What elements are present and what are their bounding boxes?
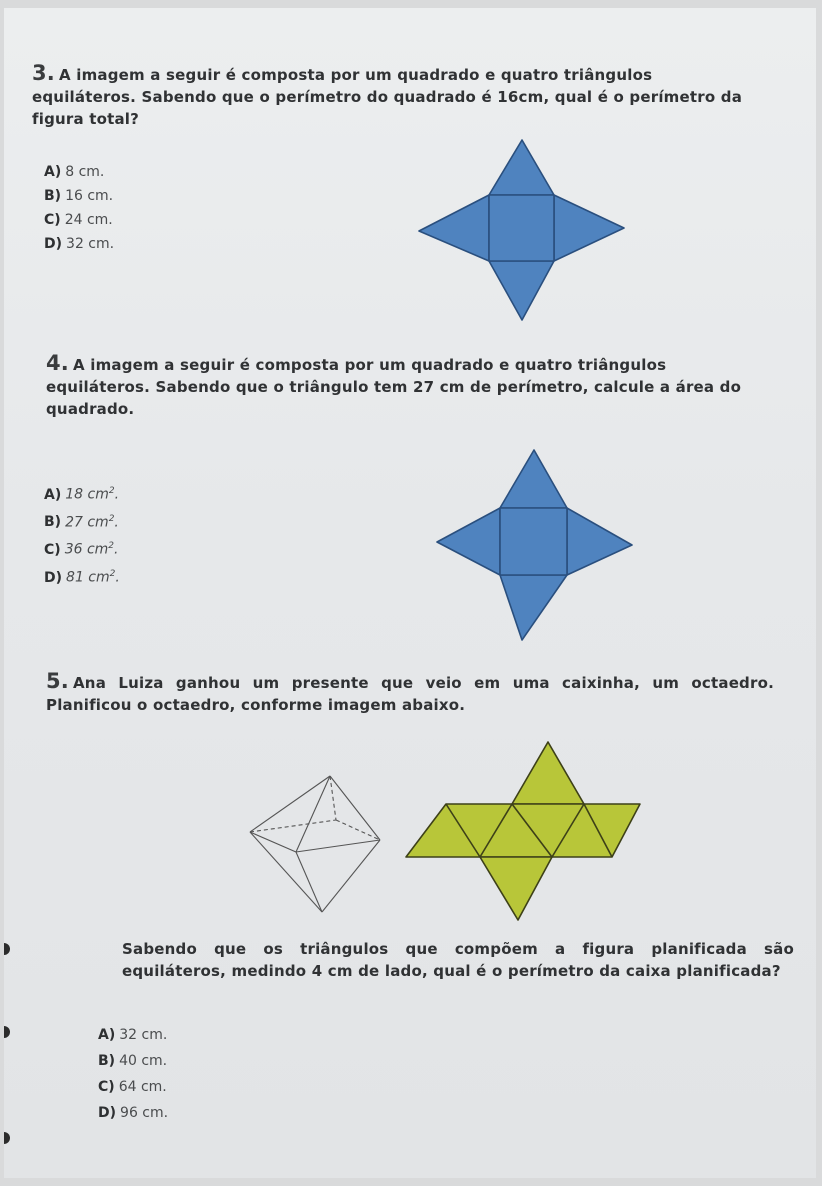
net-strip [406, 804, 640, 857]
option-letter: B) [44, 188, 62, 204]
option-4a [44, 479, 120, 507]
option-period: . [115, 569, 120, 586]
option-exponent: 2 [108, 513, 115, 524]
binder-hole [4, 1026, 10, 1038]
left-triangle [437, 508, 500, 575]
option-letter: A) [44, 164, 62, 180]
option-text: 16 cm. [65, 188, 114, 204]
top-triangle [500, 450, 567, 508]
worksheet-page [4, 8, 816, 1178]
octahedron-drawing [248, 772, 388, 922]
question-3 [32, 62, 752, 130]
option-5d [98, 1100, 168, 1126]
net-triangle-top [512, 742, 584, 804]
right-triangle [554, 195, 624, 261]
option-5a [98, 1022, 168, 1048]
option-text: 18 cm [65, 486, 109, 503]
option-letter: D) [98, 1105, 117, 1121]
option-text: 64 cm. [118, 1079, 167, 1095]
question-5-text: Ana Luiza ganhou um presente que veio em uma caixinha, um octaedro. Planificou o octaedro, conforme imagem abaixo. [46, 674, 774, 714]
question-5-options [98, 1022, 168, 1126]
blue-star-shape [419, 140, 624, 320]
option-letter: C) [44, 541, 61, 558]
top-triangle [489, 140, 554, 195]
option-letter: C) [44, 212, 61, 228]
question-3-number: 3. [32, 61, 55, 85]
question-5 [46, 670, 774, 716]
option-4c [44, 534, 120, 562]
option-text: 24 cm. [64, 212, 113, 228]
bottom-triangle [489, 261, 554, 320]
option-letter: B) [44, 514, 62, 531]
question-5-number: 5. [46, 669, 69, 693]
option-letter: A) [44, 486, 62, 503]
option-text: 8 cm. [65, 164, 105, 180]
square-triangles-figure-1 [414, 136, 634, 326]
option-text: 81 cm [66, 569, 110, 586]
question-3-options [44, 160, 114, 256]
option-exponent: 2 [109, 568, 116, 579]
option-text: 27 cm [65, 514, 109, 531]
bottom-triangle [500, 575, 567, 640]
option-3c [44, 208, 114, 232]
option-exponent: 2 [108, 486, 115, 496]
option-4d [44, 562, 120, 590]
option-period: . [114, 486, 120, 503]
binder-hole [4, 1132, 10, 1144]
right-triangle [567, 508, 632, 575]
option-5b [98, 1048, 168, 1074]
net-triangle-bottom [480, 857, 552, 920]
option-letter: D) [44, 569, 63, 586]
option-5c [98, 1074, 168, 1100]
question-4-options [44, 479, 120, 590]
option-4b [44, 507, 120, 535]
option-text: 32 cm. [66, 236, 115, 252]
left-triangle [419, 195, 489, 261]
option-text: 36 cm [64, 541, 109, 558]
option-letter: D) [44, 236, 63, 252]
option-letter: B) [98, 1053, 116, 1069]
question-5-text-2: Sabendo que os triângulos que compõem a figura planificada são equiláteros, medindo 4 cm de lado, qual é o perímetro da caixa planificada? [122, 940, 794, 980]
center-square [489, 195, 554, 261]
question-3-text: A imagem a seguir é composta por um quadrado e quatro triângulos equiláteros. Sabendo que o perímetro do quadrado é 16cm, qual é o perímetro da figura total? [32, 66, 743, 128]
option-exponent: 2 [108, 541, 115, 552]
octahedron-lines [250, 776, 380, 912]
option-letter: A) [98, 1027, 116, 1043]
octahedron-net [400, 734, 650, 926]
green-net [406, 742, 640, 920]
question-4-number: 4. [46, 351, 69, 375]
square-triangles-figure-2 [434, 448, 644, 648]
question-4-text: A imagem a seguir é composta por um quadrado e quatro triângulos equiláteros. Sabendo que o triângulo tem 27 cm de perímetro, calcule a área do quadrado. [46, 356, 742, 418]
option-3d [44, 232, 114, 256]
option-3a [44, 160, 114, 184]
option-text: 40 cm. [119, 1053, 168, 1069]
option-letter: C) [98, 1079, 115, 1095]
option-period: . [114, 514, 119, 531]
question-4 [46, 352, 768, 420]
center-square [500, 508, 567, 575]
option-3b [44, 184, 114, 208]
blue-star-shape [437, 450, 632, 640]
binder-hole [4, 943, 10, 955]
question-5-continued [122, 938, 794, 982]
option-text: 96 cm. [120, 1105, 169, 1121]
option-text: 32 cm. [119, 1027, 168, 1043]
option-period: . [114, 541, 119, 558]
